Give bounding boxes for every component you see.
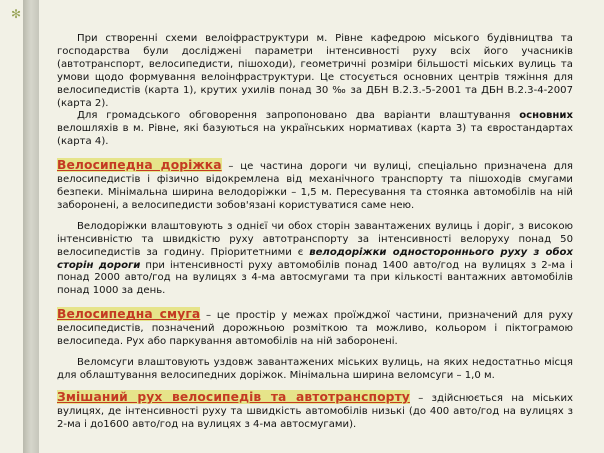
left-decorative-bar [23,0,39,453]
bold-main: основних [519,110,573,122]
bike-lane-paragraph: Велосипедна доріжка – це частина дороги чи вулиці, спеціально призначена для велосипедистів і фізично відокремлена від механічного транспорту та пішоходів смугами безпеки. Мінімальна ширина велодоріжки – 1,5 м. Пересування та стоянка автомобілів на ній заборонені, а велосипедисти зобов'язані користуватися саме нею. [57,158,573,211]
heading-mixed-traffic: Змішаний рух велосипедів та автотранспорту [57,389,410,404]
bike-path-rules: Велодоріжки влаштовують з однієї чи обох сторін завантажених вулиць і доріг, з високою інтенсивністю та швидкістю руху автотранспорту за інтенсивності велоруху понад 50 велосипедистів за годину. Пріоритетними є велодоріжки одностороннього руху з обох сторін дороги при інтенсивності руху автомобілів понад 1400 авто/год на вулицях з 2-ма і понад 2000 авто/год на вулицях з 4-ма автосмугами та при кількості вантажних автомобілів понад 1000 за день. [57,220,573,297]
bullet-icon: ✻ [11,7,22,21]
slide-text [57,33,573,431]
heading-bike-strip: Велосипедна смуга [57,307,201,322]
heading-bike-path: Велосипедна доріжка [57,158,222,173]
mixed-traffic-paragraph: Змішаний рух велосипедів та автотранспорту – здійснюється на міських вулицях, де інтенсивності руху та швидкість автомобілів низькі (до 400 авто/год на вулицях з 2-ма і до1600 авто/год на вулицях з 4-ма автосмугами). [57,389,573,430]
intro-paragraph: При створенні схеми велоіфраструктури м. Рівне кафедрою міського будівництва та господарства були досліджені параметри інтенсивності руху всіх його учасників (автотранспорт, велосипедисти, пішоходи), геометричні розміри більшості міських вулиць та умови щодо формування велоінфраструктури. Це стосується основних центрів тяжіння для велосипедистів (карта 1), крутих ухилів понад 30 ‰ за ДБН В.2.3.-5-2001 та ДБН В.2.3-4-2007 (карта 2). [57,33,573,109]
proposal-paragraph: Для громадського обговорення запропоновано два варіанти влаштування основних велошляхів в м. Рівне, які базуються на українських нормативах (карта 3) та євростандартах (карта 4). [57,110,573,148]
bike-strip-rules: Веломсуги влаштовують уздовж завантажених міських вулиць, на яких недостатньо місця для облаштування велосипедних доріжок. Мінімальна ширина веломсуги – 1,0 м. [57,356,573,381]
bold-italic-phrase: велодоріжки одностороннього руху з обох сторін дороги [57,246,573,271]
bike-strip-paragraph: Велосипедна смуга – це простір у межах проїжджої частини, призначений для руху велосипедистів, позначений дорожньою розміткою та можливо, кольором і піктограмою велосипеда. Рух або паркування автомобілів на ній заборонені. [57,307,573,348]
